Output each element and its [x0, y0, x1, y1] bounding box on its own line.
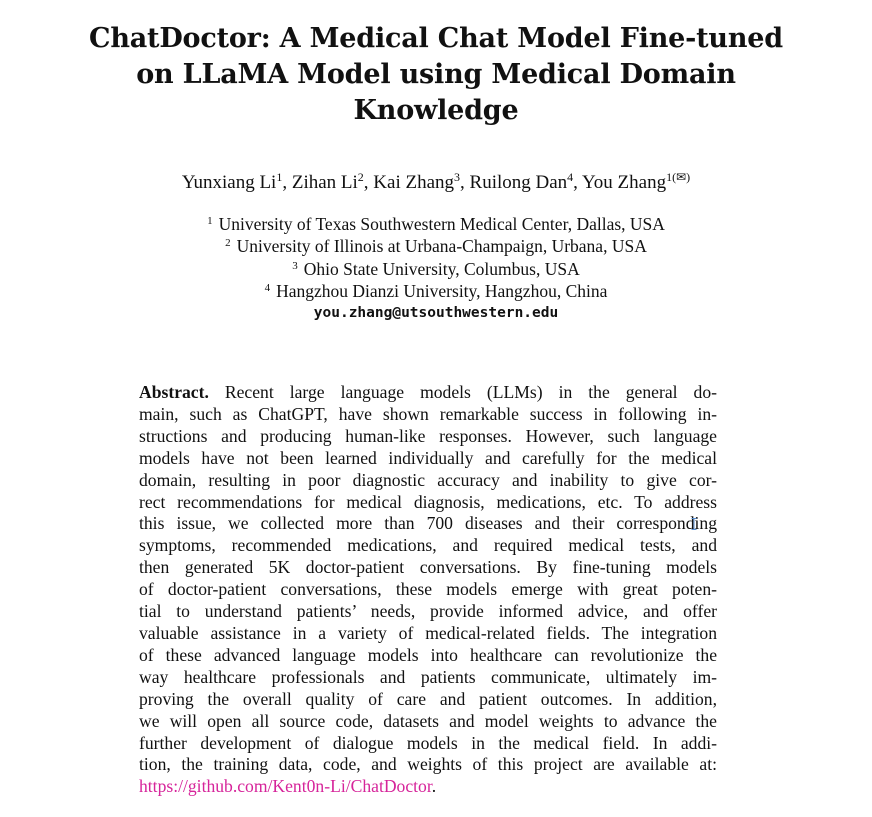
affiliation-marker: 4 [264, 281, 271, 294]
abstract-line: valuable assistance in a variety of medical-related fields. The integration [139, 622, 717, 643]
abstract-line: of doctor-patient conversations, these models emerge with great poten- [139, 579, 717, 600]
affiliation-text: University of Illinois at Urbana-Champaign, Urbana, USA [236, 236, 647, 257]
affiliation-marker: 1 [207, 215, 213, 227]
title-line: on LLaMA Model using Medical Domain [136, 59, 736, 90]
abstract-line: further development of dialogue models in the medical field. In addi- [139, 732, 717, 753]
paper-title [60, 21, 812, 129]
author-affil-marker: 3 [454, 170, 461, 184]
affiliation-text: Ohio State University, Columbus, USA [303, 258, 580, 279]
abstract-line: domain, resulting in poor diagnostic accuracy and inability to give cor- [139, 469, 717, 490]
author-name: Ruilong Dan [469, 172, 568, 193]
abstract-line: rect recommendations for medical diagnosis, medications, etc. To address [139, 491, 717, 512]
affiliation [60, 258, 812, 280]
abstract-text: Recent large language models (LLMs) in the general do- [224, 382, 717, 402]
author-name: Kai Zhang [373, 172, 455, 193]
abstract-line: of these advanced language models into healthcare can revolutionize the [139, 644, 717, 665]
affiliation-marker: 2 [225, 237, 231, 250]
author-list: Yunxiang Li$^1$, Zihan Li$^2$, Kai Zhang$^3$, Ruilong Dan$^4$, You Zhang$^{1(✉)}$ [181, 170, 691, 193]
affiliation [60, 213, 812, 235]
abstract-line: way healthcare professionals and patients communicate, ultimately im- [139, 666, 717, 687]
abstract-line: tion, the training data, code, and weights of this project are available at: [139, 754, 717, 775]
abstract-line: then generated 5K doctor-patient conversations. By fine-tuning models [139, 557, 717, 578]
abstract-line: proving the overall quality of care and patient outcomes. In addition, [139, 688, 717, 709]
abstract-line: this issue, we collected more than 700 diseases and their corresponding [139, 513, 717, 534]
github-link[interactable]: https://github.com/Kent0n-Li/ChatDoctor [139, 776, 432, 797]
text-cursor-icon [691, 518, 697, 530]
abstract-line: structions and producing human-like responses. However, such language [139, 425, 717, 446]
author-affil-marker: 4 [567, 170, 574, 184]
abstract-line [139, 776, 717, 798]
title-line: ChatDoctor: A Medical Chat Model Fine-tuned [89, 23, 783, 54]
affiliation [60, 235, 812, 257]
affiliation-marker: 3 [292, 259, 298, 272]
link-suffix: . [431, 776, 437, 797]
author-affil-marker: 1(✉) [666, 170, 691, 184]
affiliation-text: Hangzhou Dianzi University, Hangzhou, China [276, 280, 608, 301]
abstract-line [139, 382, 717, 404]
contact-email[interactable]: you.zhang@utsouthwestern.edu [313, 305, 559, 322]
abstract-line: tial to understand patients’ needs, provide informed advice, and offer [139, 601, 717, 622]
affiliation [60, 280, 812, 302]
abstract-line: main, such as ChatGPT, have shown remarkable success in following in- [139, 403, 717, 424]
author-name: Yunxiang Li [181, 172, 277, 193]
author-name: You Zhang [581, 172, 667, 193]
affiliation-text: University of Texas Southwestern Medical Center, Dallas, USA [218, 214, 665, 234]
abstract [139, 382, 717, 798]
abstract-label: Abstract. [139, 382, 209, 402]
author-affil-marker: 2 [357, 170, 364, 184]
title-line: Knowledge [353, 95, 519, 126]
affiliation-list [60, 213, 812, 324]
abstract-line: models have not been learned individually and carefully for the medical [139, 447, 717, 468]
author-name: Zihan Li [291, 172, 358, 193]
author-affil-marker: 1 [276, 170, 283, 184]
abstract-line: symptoms, recommended medications, and required medical tests, and [139, 535, 717, 556]
abstract-line: we will open all source code, datasets and model weights to advance the [139, 710, 717, 731]
